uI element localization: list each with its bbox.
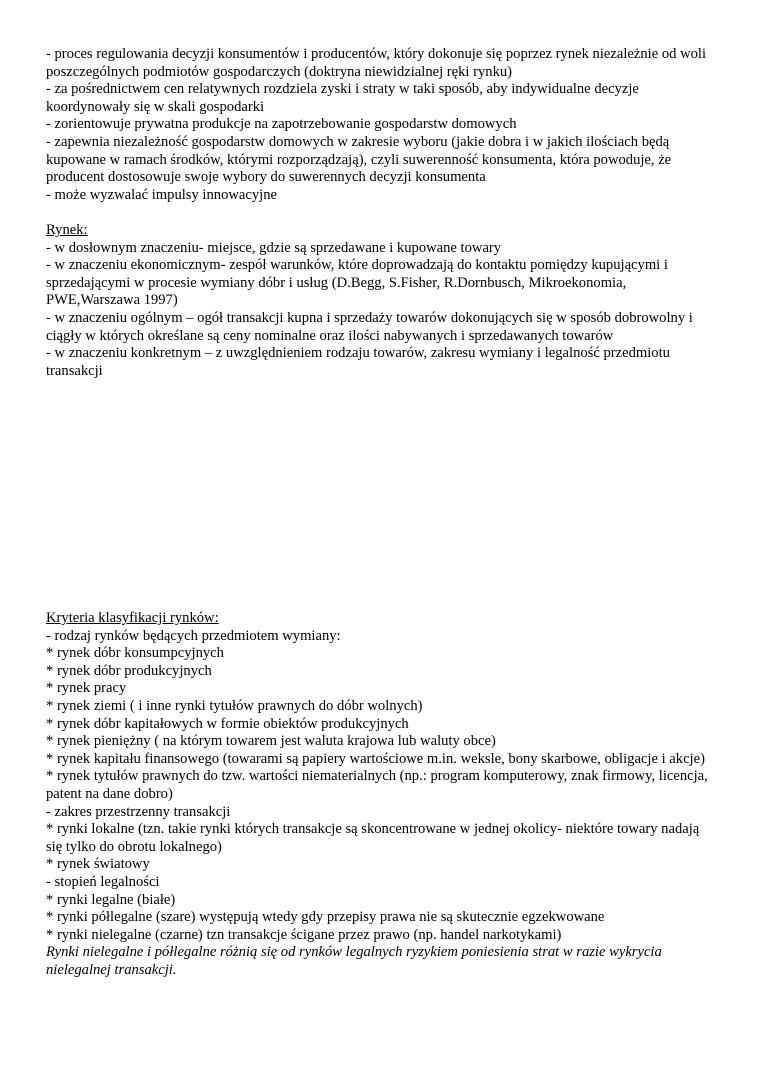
kryteria-item: * rynek dóbr konsumpcyjnych [46,645,224,662]
rynek-item: - w dosłownym znaczeniu- miejsce, gdzie są sprzedawane i kupowane towary [46,239,502,256]
rynek-item: - w znaczeniu ogólnym – ogół transakcji kupna i sprzedaży towarów dokonujących się w sposób dobrowolny i ciągły w których określane są ceny nominalne oraz ilości nabywanych i sprzedawanych towarów [46,309,693,344]
kryteria-note: Rynki nielegalne i półlegalne różnią się od rynków legalnych ryzykiem poniesienia strat w razie wykrycia nielegalnej transakcji. [46,944,662,978]
rynek-heading: Rynek: [46,222,88,238]
kryteria-item: * rynek kapitału finansowego (towarami są papiery wartościowe m.in. weksle, bony skarbowe, obligacje i akcje) [46,750,705,767]
kryteria-item: * rynek dóbr kapitałowych w formie obiektów produkcyjnych [46,715,409,732]
kryteria-item: * rynek tytułów prawnych do tzw. wartości niematerialnych (np.: program komputerowy, znak firmowy, licencja, patent na dane dobro) [46,768,708,802]
intro-item: - zapewnia niezależność gospodarstw domowych w zakresie wyboru (jakie dobra i w jakich ilościach będą kupowane w ramach środków, którymi rozporządzają), czyli suwerenność konsumenta, która powoduje, że producent dostosowuje swoje wybory do suwerennych decyzji konsumenta [46,133,672,186]
kryteria-item: - stopień legalności [46,873,160,890]
kryteria-heading: Kryteria klasyfikacji rynków: [46,610,219,626]
kryteria-item: * rynek dóbr produkcyjnych [46,662,212,679]
kryteria-item: * rynki nielegalne (czarne) tzn transakcje ścigane przez prawo (np. handel narkotykami) [46,926,562,943]
intro-item: - zorientowuje prywatna produkcje na zapotrzebowanie gospodarstw domowych [46,116,517,133]
rynek-section [46,222,718,380]
intro-item: - może wyzwalać impulsy innowacyjne [46,186,277,203]
kryteria-item: * rynek światowy [46,856,150,873]
kryteria-item: * rynek pracy [46,680,127,697]
kryteria-item: * rynki półlegalne (szare) występują wtedy gdy przepisy prawa nie są skutecznie egzekwowane [46,909,605,926]
kryteria-item: * rynek pieniężny ( na którym towarem jest waluta krajowa lub waluty obce) [46,733,496,750]
intro-item: - proces regulowania decyzji konsumentów i producentów, który dokonuje się poprzez rynek niezależnie od woli poszczególnych podmiotów gospodarczych (doktryna niewidzialnej ręki rynku) [46,46,707,80]
rynek-item: - w znaczeniu konkretnym – z uwzględnieniem rodzaju towarów, zakresu wymiany i legalność przedmiotu transakcji [46,345,670,379]
kryteria-section [46,610,718,979]
kryteria-item: * rynki legalne (białe) [46,891,176,908]
kryteria-item: * rynek ziemi ( i inne rynki tytułów prawnych do dóbr wolnych) [46,697,423,714]
kryteria-item: - rodzaj rynków będących przedmiotem wymiany: [46,627,341,644]
intro-item: - za pośrednictwem cen relatywnych rozdziela zyski i straty w taki sposób, aby indywidualne decyzje koordynowały się w skali gospodarki [46,81,639,115]
intro-list [46,46,718,204]
kryteria-item: * rynki lokalne (tzn. takie rynki których transakcje są skoncentrowane w jednej okolicy- niektóre towary nadają się tylko do obrotu lokalnego) [46,821,700,855]
kryteria-item: - zakres przestrzenny transakcji [46,803,231,820]
rynek-item: - w znaczeniu ekonomicznym- zespół warunków, które doprowadzają do kontaktu pomiędzy kupującymi i sprzedającymi w procesie wymiany dóbr i usług (D.Begg, S.Fisher, R.Dornbusch, Mikroekonomia, PWE,Warszawa 1997) [46,257,668,309]
